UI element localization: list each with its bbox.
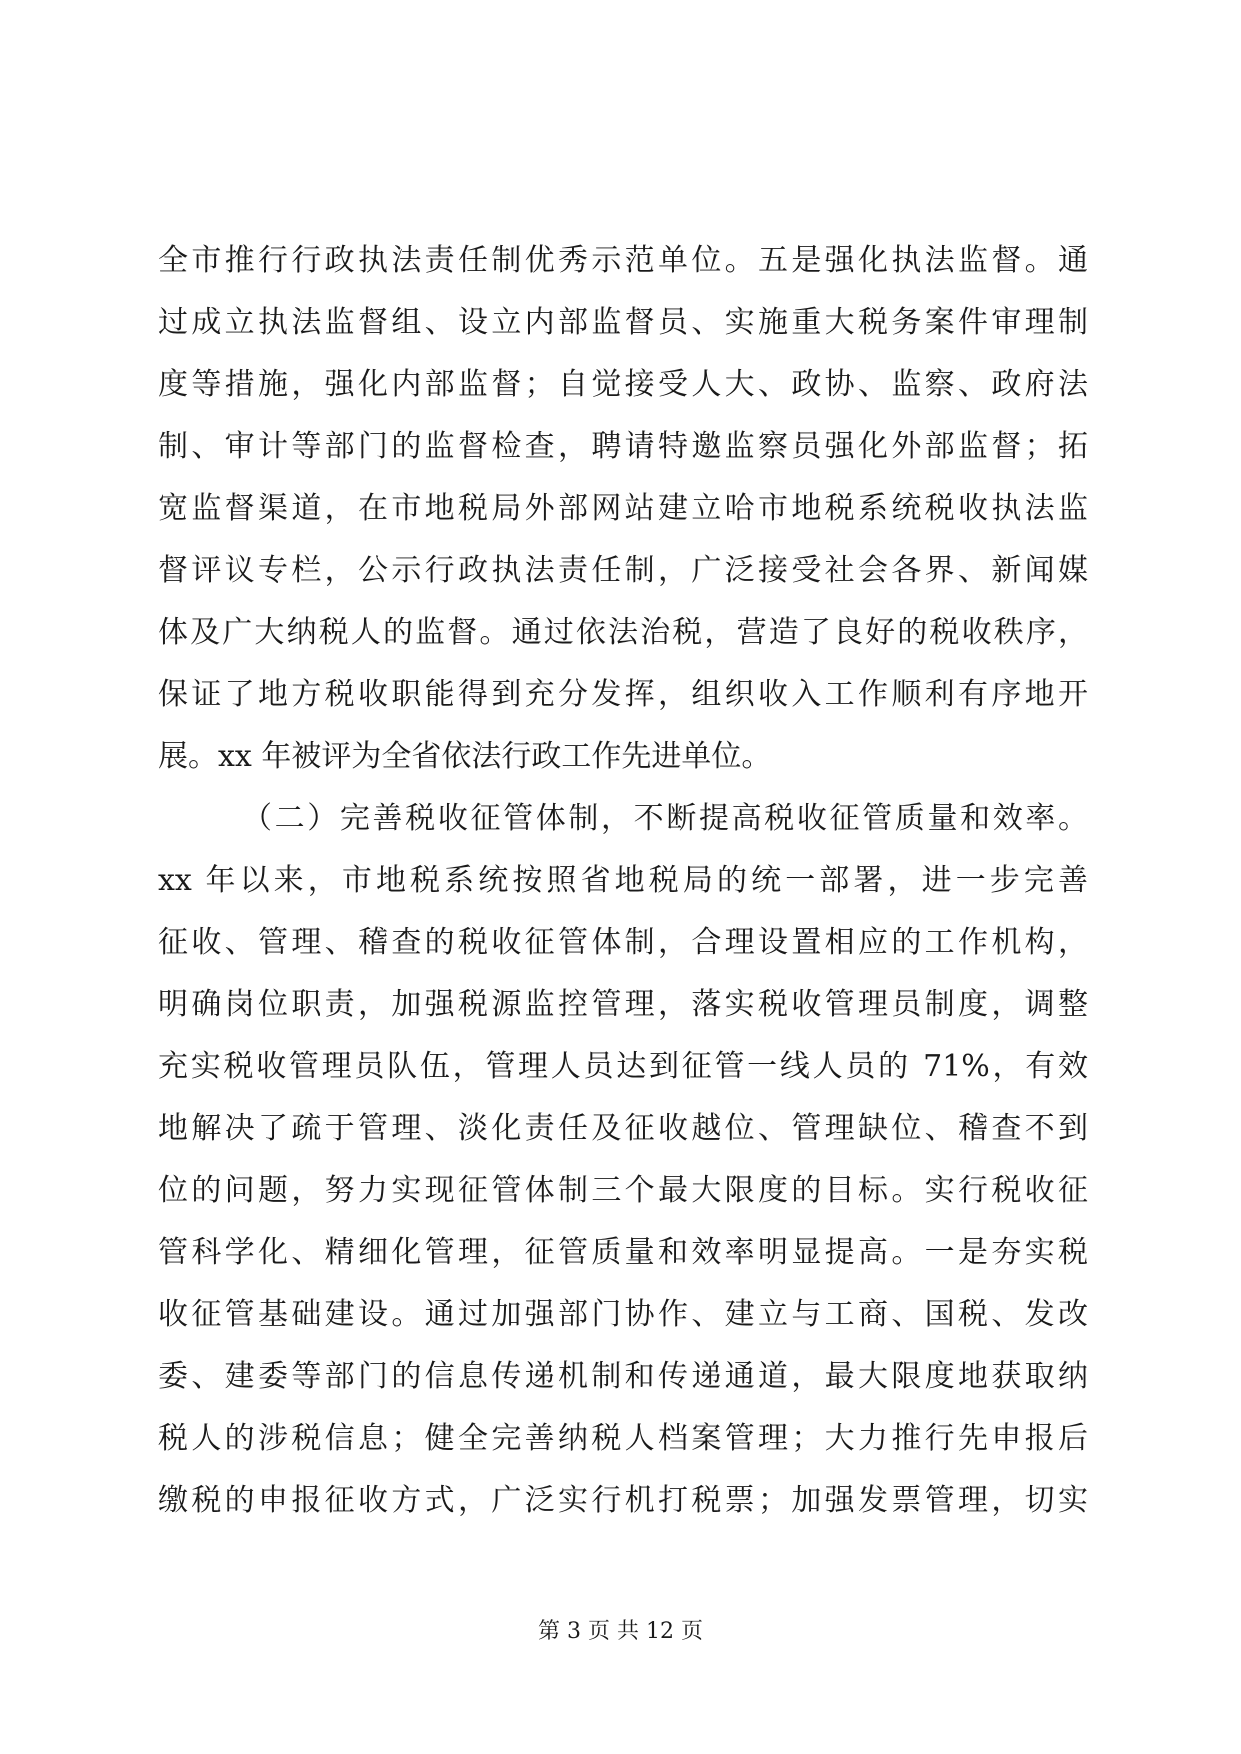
text-line: 管科学化、精细化管理，征管质量和效率明显提高。一是夯实税 — [158, 1235, 1088, 1270]
text-line: 明确岗位职责，加强税源监控管理，落实税收管理员制度，调整 — [158, 987, 1088, 1022]
text-line: 宽监督渠道，在市地税局外部网站建立哈市地税系统税收执法监 — [158, 491, 1088, 526]
text-line: 制、审计等部门的监督检查，聘请特邀监察员强化外部监督；拓 — [158, 429, 1088, 464]
text-line: 收征管基础建设。通过加强部门协作、建立与工商、国税、发改 — [158, 1297, 1088, 1332]
text-line: 保证了地方税收职能得到充分发挥，组织收入工作顺利有序地开 — [158, 677, 1088, 712]
text-line: 督评议专栏，公示行政执法责任制，广泛接受社会各界、新闻媒 — [158, 553, 1088, 588]
text-line: 税人的涉税信息；健全完善纳税人档案管理；大力推行先申报后 — [158, 1421, 1088, 1456]
text-line: 度等措施，强化内部监督；自觉接受人大、政协、监察、政府法 — [158, 367, 1088, 402]
text-line: 位的问题，努力实现征管体制三个最大限度的目标。实行税收征 — [158, 1173, 1088, 1208]
text-line: 充实税收管理员队伍，管理人员达到征管一线人员的 71%，有效 — [158, 1049, 1088, 1084]
page-number-footer: 第 3 页 共 12 页 — [538, 1619, 703, 1644]
text-line: 展。xx 年被评为全省依法行政工作先进单位。 — [158, 739, 772, 774]
body-text — [158, 230, 1088, 1532]
text-line: 地解决了疏于管理、淡化责任及征收越位、管理缺位、稽查不到 — [158, 1111, 1088, 1146]
text-line: 委、建委等部门的信息传递机制和传递通道，最大限度地获取纳 — [158, 1359, 1088, 1394]
text-line: 缴税的申报征收方式，广泛实行机打税票；加强发票管理，切实 — [158, 1483, 1088, 1518]
section-heading-line: （二）完善税收征管体制，不断提高税收征管质量和效率。 — [242, 801, 1088, 836]
text-line: xx 年以来，市地税系统按照省地税局的统一部署，进一步完善 — [158, 863, 1088, 898]
text-line: 全市推行行政执法责任制优秀示范单位。五是强化执法监督。通 — [158, 243, 1088, 278]
text-line: 体及广大纳税人的监督。通过依法治税，营造了良好的税收秩序， — [158, 615, 1088, 650]
text-line: 征收、管理、稽查的税收征管体制，合理设置相应的工作机构， — [158, 925, 1088, 960]
text-line: 过成立执法监督组、设立内部监督员、实施重大税务案件审理制 — [158, 305, 1088, 340]
